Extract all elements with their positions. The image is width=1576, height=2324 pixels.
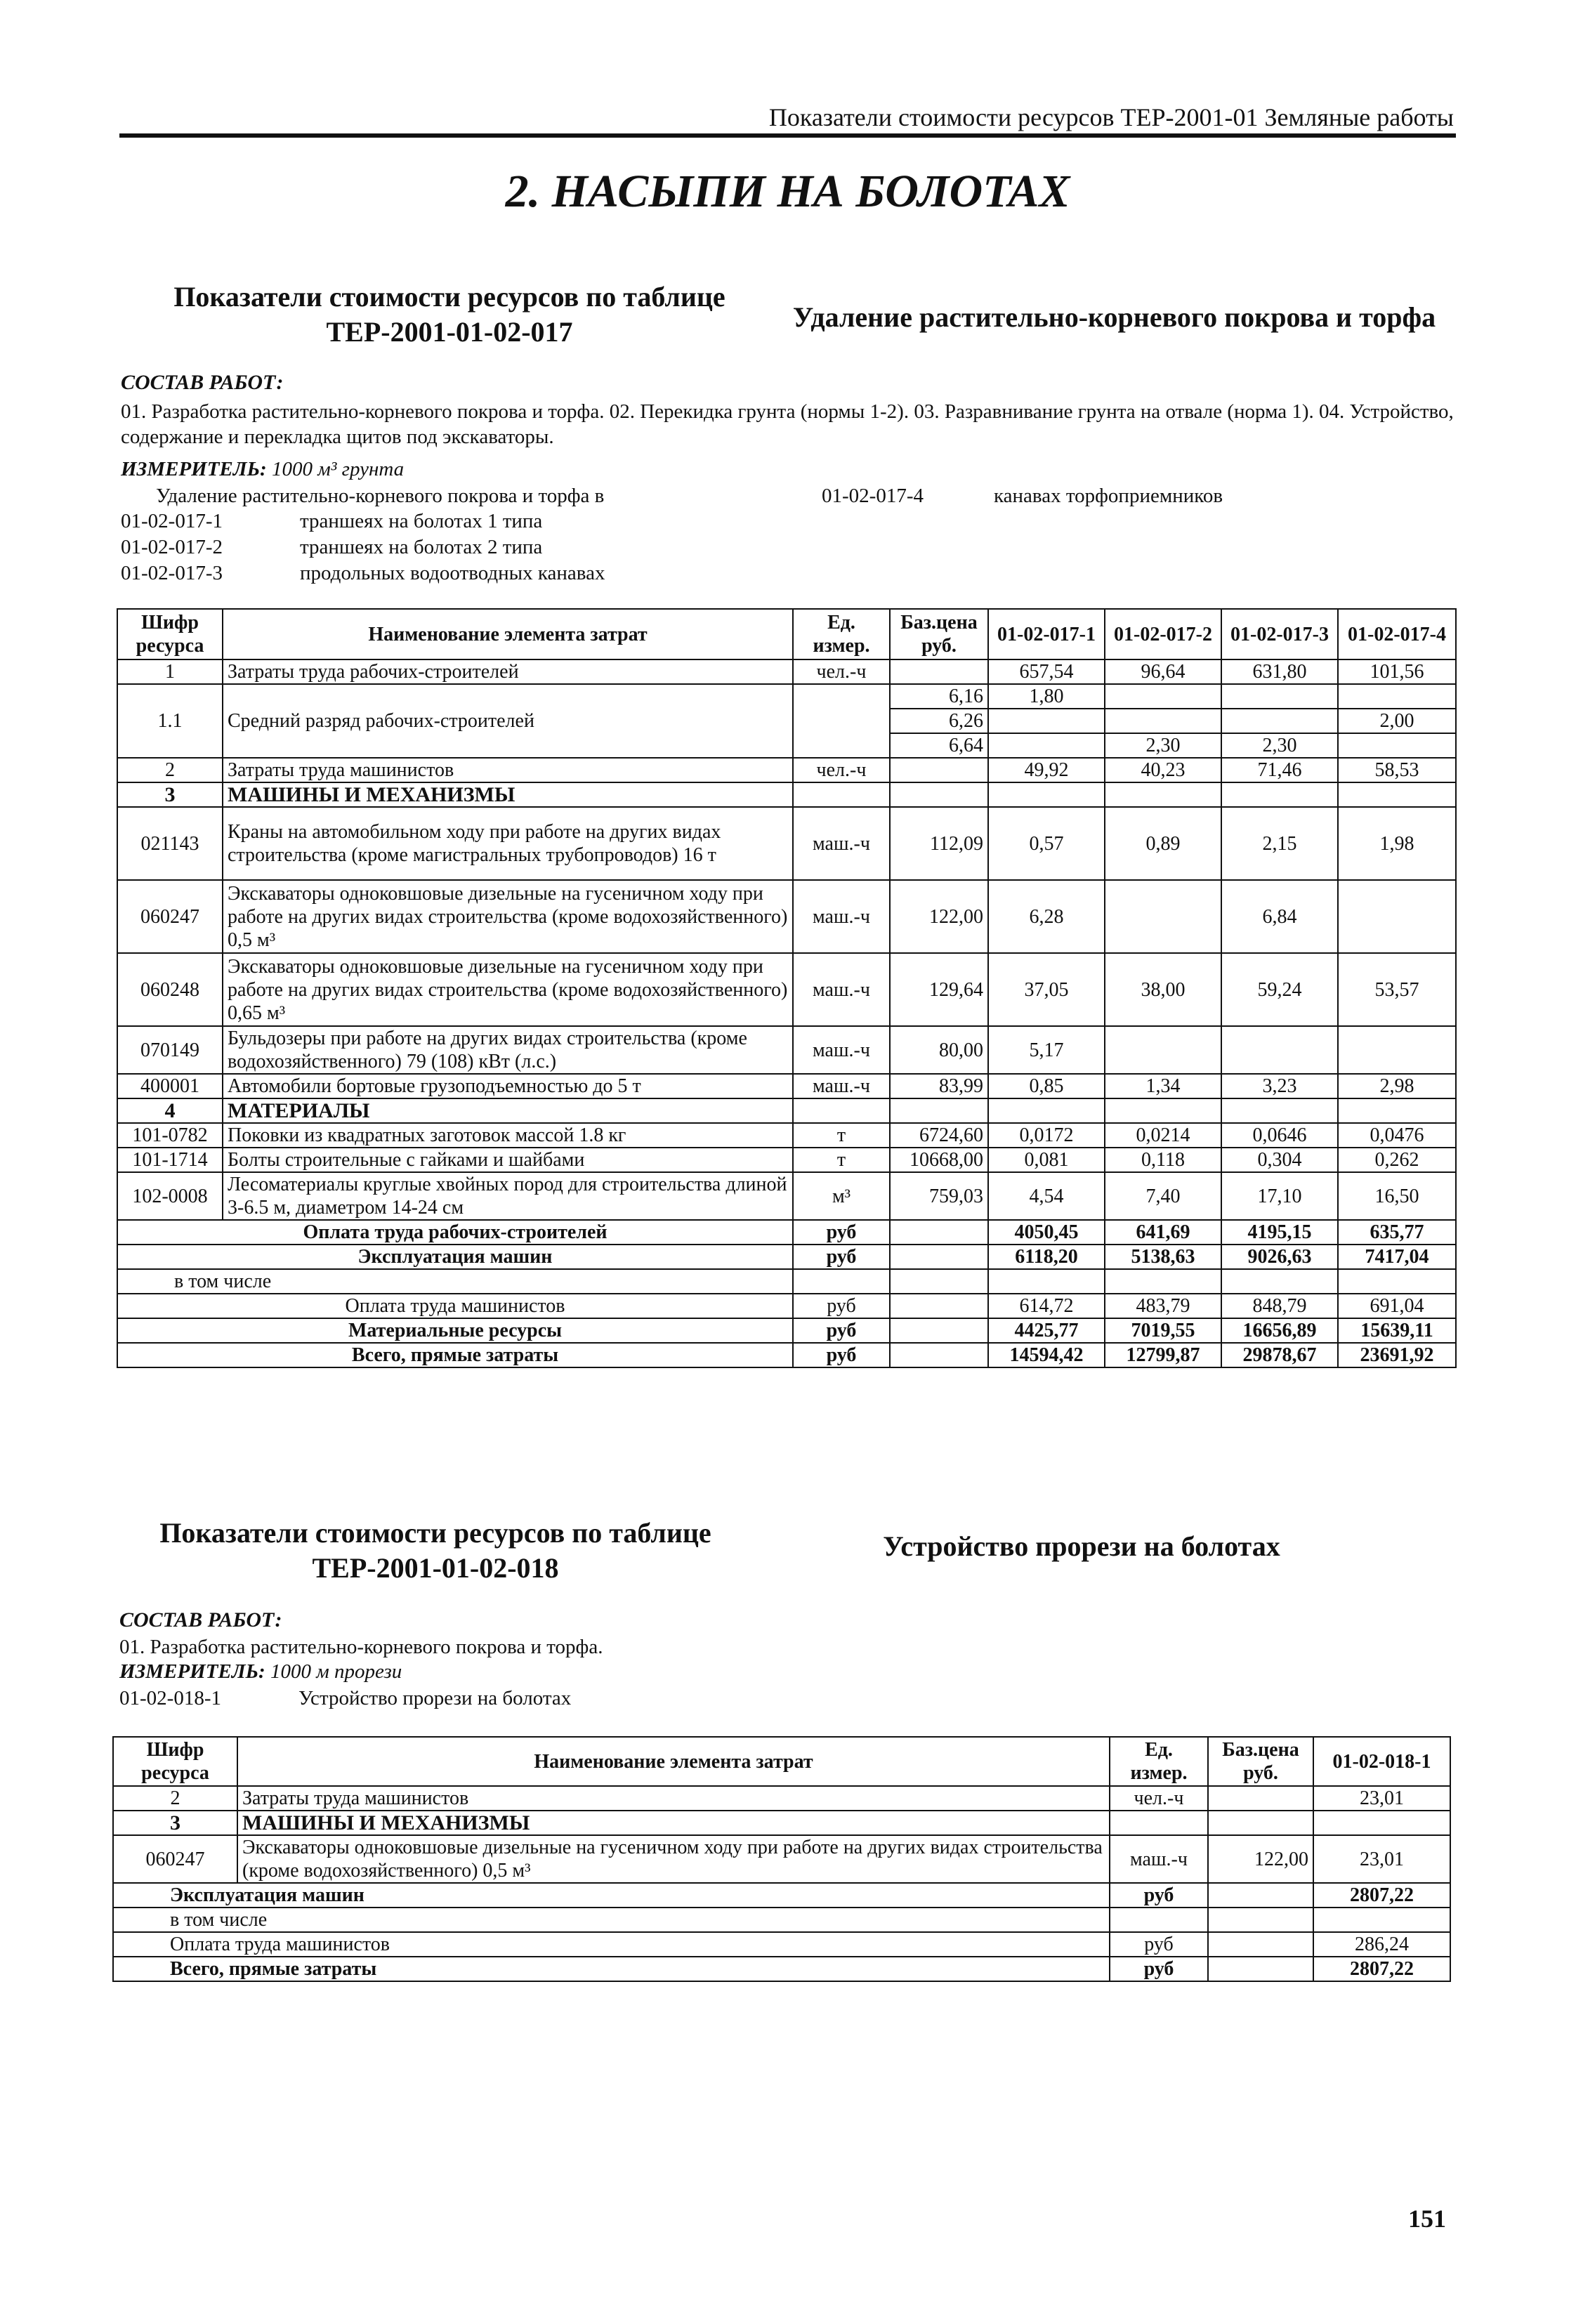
cell-unit: чел.-ч bbox=[1110, 1786, 1208, 1811]
cell-v1: 23,01 bbox=[1313, 1786, 1450, 1811]
cell-empty bbox=[1208, 1908, 1313, 1932]
cell-v4: 691,04 bbox=[1338, 1294, 1456, 1318]
code-desc: траншеях на болотах 2 типа bbox=[300, 536, 543, 558]
total-row bbox=[117, 1294, 1456, 1318]
cell-v1: 6118,20 bbox=[988, 1245, 1105, 1269]
total-row bbox=[113, 1932, 1450, 1957]
col-header-c1: 01-02-017-1 bbox=[988, 609, 1105, 659]
cell-unit: руб bbox=[1110, 1957, 1208, 1981]
code-018: 01-02-018-1 bbox=[119, 1687, 221, 1709]
code-list-item bbox=[121, 536, 753, 562]
izmeritel-018 bbox=[119, 1660, 402, 1683]
cell-unit: чел.-ч bbox=[793, 659, 890, 684]
total-label: Оплата труда машинистов bbox=[117, 1294, 793, 1318]
cell-v4: 53,57 bbox=[1338, 953, 1456, 1026]
cell-name: Экскаваторы одноковшовые дизельные на гусеничном ходу при работе на других видах строительства (кроме водохозяйственного) 0,65 м³ bbox=[223, 953, 793, 1026]
table-018-title-line2: ТЕР-2001-01-02-018 bbox=[312, 1552, 559, 1584]
col-header-shifr: Шифр ресурса bbox=[113, 1737, 237, 1786]
cell-empty bbox=[1208, 1957, 1313, 1981]
cell-empty bbox=[1110, 1908, 1208, 1932]
cell-v4: 58,53 bbox=[1338, 758, 1456, 782]
table-row bbox=[117, 659, 1456, 684]
cell-v4: 7417,04 bbox=[1338, 1245, 1456, 1269]
cell-empty bbox=[1221, 782, 1338, 807]
code-list bbox=[121, 510, 753, 588]
cell-v1: 49,92 bbox=[988, 758, 1105, 782]
total-label: в том числе bbox=[113, 1908, 1110, 1932]
total-label: Материальные ресурсы bbox=[117, 1318, 793, 1343]
cell-shifr: 101-0782 bbox=[117, 1123, 223, 1148]
cell-v1 bbox=[988, 709, 1105, 733]
cell-v3: 3,23 bbox=[1221, 1074, 1338, 1098]
section-row bbox=[117, 1098, 1456, 1123]
cell-v1: 2807,22 bbox=[1313, 1883, 1450, 1908]
table-row bbox=[117, 880, 1456, 953]
table-row bbox=[117, 1172, 1456, 1220]
total-label: Оплата труда машинистов bbox=[113, 1932, 1110, 1957]
sostav-label: СОСТАВ РАБОТ: bbox=[121, 371, 284, 394]
cell-shifr: 060248 bbox=[117, 953, 223, 1026]
cell-shifr: 070149 bbox=[117, 1026, 223, 1074]
cell-v3: 29878,67 bbox=[1221, 1343, 1338, 1367]
cell-v4: 101,56 bbox=[1338, 659, 1456, 684]
cell-v1: 14594,42 bbox=[988, 1343, 1105, 1367]
cell-empty bbox=[890, 1318, 988, 1343]
cell-unit: руб bbox=[793, 1245, 890, 1269]
cell-unit: руб bbox=[793, 1318, 890, 1343]
cell-v1: 0,85 bbox=[988, 1074, 1105, 1098]
cell-shifr: 060247 bbox=[113, 1835, 237, 1883]
cell-v3: 17,10 bbox=[1221, 1172, 1338, 1220]
section-heading: МАШИНЫ И МЕХАНИЗМЫ bbox=[223, 782, 793, 807]
cell-unit: руб bbox=[793, 1294, 890, 1318]
cell-v2: 0,0214 bbox=[1105, 1123, 1221, 1148]
cell-unit: руб bbox=[793, 1343, 890, 1367]
cell-v3: 2,15 bbox=[1221, 807, 1338, 880]
cell-v3 bbox=[1221, 1026, 1338, 1074]
cell-shifr: 400001 bbox=[117, 1074, 223, 1098]
col-header-c1: 01-02-018-1 bbox=[1313, 1737, 1450, 1786]
cell-v4: 0,0476 bbox=[1338, 1123, 1456, 1148]
cell-price bbox=[890, 659, 988, 684]
cell-v1: 6,28 bbox=[988, 880, 1105, 953]
cell-v3 bbox=[1221, 709, 1338, 733]
cell-v3: 4195,15 bbox=[1221, 1220, 1338, 1245]
total-label: Эксплуатация машин bbox=[113, 1883, 1110, 1908]
cell-v2: 641,69 bbox=[1105, 1220, 1221, 1245]
cell-v2: 12799,87 bbox=[1105, 1343, 1221, 1367]
cell-v4 bbox=[1338, 684, 1456, 709]
intro-text: Удаление растительно-корневого покрова и торфа в bbox=[156, 485, 605, 507]
table-header-row bbox=[117, 609, 1456, 659]
cell-empty bbox=[890, 782, 988, 807]
cell-v3: 631,80 bbox=[1221, 659, 1338, 684]
table-row bbox=[117, 684, 1456, 709]
table-row bbox=[117, 1026, 1456, 1074]
table-row bbox=[117, 953, 1456, 1026]
total-row bbox=[117, 1343, 1456, 1367]
cell-v1: 1,80 bbox=[988, 684, 1105, 709]
cell-v4: 0,262 bbox=[1338, 1148, 1456, 1172]
cell-v4: 16,50 bbox=[1338, 1172, 1456, 1220]
total-row bbox=[113, 1957, 1450, 1981]
cell-name: Бульдозеры при работе на других видах строительства (кроме водохозяйственного) 79 (108) кВт (л.с.) bbox=[223, 1026, 793, 1074]
cell-v1: 0,57 bbox=[988, 807, 1105, 880]
cell-v2: 7,40 bbox=[1105, 1172, 1221, 1220]
col-header-price: Баз.цена руб. bbox=[1208, 1737, 1313, 1786]
cell-unit: маш.-ч bbox=[1110, 1835, 1208, 1883]
cell-name: Автомобили бортовые грузоподъемностью до 5 т bbox=[223, 1074, 793, 1098]
cell-shifr: 3 bbox=[117, 782, 223, 807]
cell-v2: 483,79 bbox=[1105, 1294, 1221, 1318]
cell-v3: 2,30 bbox=[1221, 733, 1338, 758]
cell-empty bbox=[1105, 1269, 1221, 1294]
cell-shifr: 060247 bbox=[117, 880, 223, 953]
code-desc: траншеях на болотах 1 типа bbox=[300, 510, 543, 532]
code-id: 01-02-017-1 bbox=[121, 510, 223, 532]
cell-empty bbox=[1208, 1932, 1313, 1957]
table-017-title-line2: ТЕР-2001-01-02-017 bbox=[326, 316, 573, 348]
cell-v1: 657,54 bbox=[988, 659, 1105, 684]
cell-empty bbox=[1221, 1269, 1338, 1294]
cell-v1: 286,24 bbox=[1313, 1932, 1450, 1957]
table-017-title bbox=[119, 280, 780, 350]
cell-unit: руб bbox=[793, 1220, 890, 1245]
izmeritel bbox=[121, 458, 404, 481]
cell-v1: 4,54 bbox=[988, 1172, 1105, 1220]
cell-shifr: 4 bbox=[117, 1098, 223, 1123]
cell-v1: 2807,22 bbox=[1313, 1957, 1450, 1981]
cell-v2: 2,30 bbox=[1105, 733, 1221, 758]
total-row bbox=[117, 1245, 1456, 1269]
total-label: Эксплуатация машин bbox=[117, 1245, 793, 1269]
section-row bbox=[113, 1811, 1450, 1835]
cell-v4: 635,77 bbox=[1338, 1220, 1456, 1245]
cell-v3: 71,46 bbox=[1221, 758, 1338, 782]
table-018-title bbox=[119, 1516, 751, 1586]
col-header-shifr: Шифр ресурса bbox=[117, 609, 223, 659]
cell-v1: 5,17 bbox=[988, 1026, 1105, 1074]
cell-empty bbox=[1110, 1811, 1208, 1835]
cell-v2: 96,64 bbox=[1105, 659, 1221, 684]
section-heading: МАШИНЫ И МЕХАНИЗМЫ bbox=[237, 1811, 1110, 1835]
table-018-description: Устройство прорези на болотах bbox=[883, 1530, 1280, 1562]
resource-table-017 bbox=[117, 608, 1457, 1368]
cell-v3: 0,304 bbox=[1221, 1148, 1338, 1172]
code-018-desc: Устройство прорези на болотах bbox=[298, 1687, 572, 1709]
cell-price bbox=[890, 758, 988, 782]
cell-v1: 37,05 bbox=[988, 953, 1105, 1026]
cell-name: Лесоматериалы круглые хвойных пород для строительства длиной 3-6.5 м, диаметром 14-24 см bbox=[223, 1172, 793, 1220]
cell-empty bbox=[890, 1220, 988, 1245]
cell-empty bbox=[793, 782, 890, 807]
cell-v2: 5138,63 bbox=[1105, 1245, 1221, 1269]
total-label: Всего, прямые затраты bbox=[117, 1343, 793, 1367]
cell-v2 bbox=[1105, 684, 1221, 709]
cell-unit: руб bbox=[1110, 1932, 1208, 1957]
table-017-title-line1: Показатели стоимости ресурсов по таблице bbox=[173, 281, 725, 313]
total-label: Всего, прямые затраты bbox=[113, 1957, 1110, 1981]
izmeritel-label: ИЗМЕРИТЕЛЬ: bbox=[119, 1660, 265, 1683]
cell-name: Затраты труда рабочих-строителей bbox=[223, 659, 793, 684]
cell-v4: 15639,11 bbox=[1338, 1318, 1456, 1343]
cell-v2: 7019,55 bbox=[1105, 1318, 1221, 1343]
cell-empty bbox=[890, 1245, 988, 1269]
cell-v4 bbox=[1338, 880, 1456, 953]
cell-v2: 1,34 bbox=[1105, 1074, 1221, 1098]
section-title: 2. НАСЫПИ НА БОЛОТАХ bbox=[505, 166, 1070, 217]
header-rule bbox=[119, 133, 1456, 138]
cell-price: 6,26 bbox=[890, 709, 988, 733]
cell-empty bbox=[1338, 782, 1456, 807]
cell-empty bbox=[1105, 1098, 1221, 1123]
table-018-title-line1: Показатели стоимости ресурсов по таблице bbox=[159, 1517, 711, 1549]
izmeritel-value: 1000 м прорези bbox=[270, 1660, 402, 1683]
table-row bbox=[117, 1148, 1456, 1172]
cell-v3: 6,84 bbox=[1221, 880, 1338, 953]
cell-shifr: 021143 bbox=[117, 807, 223, 880]
total-row bbox=[113, 1883, 1450, 1908]
cell-v2: 0,118 bbox=[1105, 1148, 1221, 1172]
cell-empty bbox=[1208, 1811, 1313, 1835]
cell-v1: 614,72 bbox=[988, 1294, 1105, 1318]
total-label: в том числе bbox=[117, 1269, 793, 1294]
code-id: 01-02-017-3 bbox=[121, 562, 223, 584]
cell-unit: маш.-ч bbox=[793, 880, 890, 953]
cell-v3: 59,24 bbox=[1221, 953, 1338, 1026]
cell-v2 bbox=[1105, 880, 1221, 953]
cell-empty bbox=[988, 782, 1105, 807]
sostav-text: 01. Разработка растительно-корневого покрова и торфа. 02. Перекидка грунта (нормы 1-2). 03. Разравнивание грунта на отвале (норма 1). 04. Устройство, содержание и перекладка щитов под экскаваторы. bbox=[121, 400, 1454, 448]
cell-v3: 0,0646 bbox=[1221, 1123, 1338, 1148]
cell-empty bbox=[1221, 1098, 1338, 1123]
total-row bbox=[117, 1269, 1456, 1294]
cell-v2 bbox=[1105, 709, 1221, 733]
cell-v2: 40,23 bbox=[1105, 758, 1221, 782]
col-header-c2: 01-02-017-2 bbox=[1105, 609, 1221, 659]
cell-empty bbox=[890, 1098, 988, 1123]
code-list-item bbox=[121, 562, 753, 588]
page-number: 151 bbox=[1408, 2205, 1446, 2233]
cell-shifr: 1 bbox=[117, 659, 223, 684]
cell-v4: 23691,92 bbox=[1338, 1343, 1456, 1367]
sostav-label-018: СОСТАВ РАБОТ: bbox=[119, 1608, 282, 1632]
cell-v4: 2,98 bbox=[1338, 1074, 1456, 1098]
cell-v2 bbox=[1105, 1026, 1221, 1074]
table-header-row bbox=[113, 1737, 1450, 1786]
section-heading: МАТЕРИАЛЫ bbox=[223, 1098, 793, 1123]
col-header-unit: Ед. измер. bbox=[1110, 1737, 1208, 1786]
cell-price bbox=[1208, 1786, 1313, 1811]
total-row bbox=[117, 1220, 1456, 1245]
table-row bbox=[117, 1074, 1456, 1098]
cell-empty bbox=[1313, 1908, 1450, 1932]
cell-name: Болты строительные с гайками и шайбами bbox=[223, 1148, 793, 1172]
cell-empty bbox=[1338, 1098, 1456, 1123]
cell-v1: 0,0172 bbox=[988, 1123, 1105, 1148]
cell-v1: 4050,45 bbox=[988, 1220, 1105, 1245]
cell-empty bbox=[1338, 1269, 1456, 1294]
code-list-item bbox=[121, 510, 753, 536]
sostav-text-018: 01. Разработка растительно-корневого покрова и торфа. bbox=[119, 1636, 603, 1658]
cell-shifr: 101-1714 bbox=[117, 1148, 223, 1172]
cell-shifr: 102-0008 bbox=[117, 1172, 223, 1220]
code-4-desc: канавах торфоприемников bbox=[994, 485, 1223, 507]
running-header: Показатели стоимости ресурсов ТЕР-2001-01 Земляные работы bbox=[768, 103, 1454, 131]
cell-v2: 38,00 bbox=[1105, 953, 1221, 1026]
col-header-name: Наименование элемента затрат bbox=[223, 609, 793, 659]
cell-v3: 848,79 bbox=[1221, 1294, 1338, 1318]
cell-unit: маш.-ч bbox=[793, 1026, 890, 1074]
cell-v4: 2,00 bbox=[1338, 709, 1456, 733]
code-desc: продольных водоотводных канавах bbox=[300, 562, 605, 584]
cell-empty bbox=[890, 1269, 988, 1294]
cell-unit: руб bbox=[1110, 1883, 1208, 1908]
cell-unit: чел.-ч bbox=[793, 758, 890, 782]
section-row bbox=[117, 782, 1456, 807]
cell-price: 6724,60 bbox=[890, 1123, 988, 1148]
cell-shifr: 3 bbox=[113, 1811, 237, 1835]
col-header-unit: Ед. измер. bbox=[793, 609, 890, 659]
cell-name: Экскаваторы одноковшовые дизельные на гусеничном ходу при работе на других видах строительства (кроме водохозяйственного) 0,5 м³ bbox=[223, 880, 793, 953]
cell-price: 122,00 bbox=[1208, 1835, 1313, 1883]
cell-empty bbox=[793, 1269, 890, 1294]
cell-empty bbox=[1313, 1811, 1450, 1835]
cell-empty bbox=[890, 1294, 988, 1318]
table-row bbox=[117, 807, 1456, 880]
total-row bbox=[113, 1908, 1450, 1932]
cell-v3: 16656,89 bbox=[1221, 1318, 1338, 1343]
col-header-c3: 01-02-017-3 bbox=[1221, 609, 1338, 659]
cell-name: Краны на автомобильном ходу при работе на других видах строительства (кроме магистральных трубопроводов) 16 т bbox=[223, 807, 793, 880]
cell-price: 10668,00 bbox=[890, 1148, 988, 1172]
izmeritel-label: ИЗМЕРИТЕЛЬ: bbox=[121, 458, 267, 480]
code-id: 01-02-017-2 bbox=[121, 536, 223, 558]
cell-name: Затраты труда машинистов bbox=[237, 1786, 1110, 1811]
cell-price: 759,03 bbox=[890, 1172, 988, 1220]
cell-v4 bbox=[1338, 1026, 1456, 1074]
cell-empty bbox=[890, 1343, 988, 1367]
cell-v1 bbox=[988, 733, 1105, 758]
cell-unit: т bbox=[793, 1123, 890, 1148]
cell-empty bbox=[1208, 1883, 1313, 1908]
cell-v3: 9026,63 bbox=[1221, 1245, 1338, 1269]
izmeritel-value: 1000 м³ грунта bbox=[271, 458, 405, 480]
cell-price: 122,00 bbox=[890, 880, 988, 953]
cell-name: Экскаваторы одноковшовые дизельные на гусеничном ходу при работе на других видах строительства (кроме водохозяйственного) 0,5 м³ bbox=[237, 1835, 1110, 1883]
cell-shifr: 1.1 bbox=[117, 684, 223, 758]
cell-price: 6,16 bbox=[890, 684, 988, 709]
col-header-c4: 01-02-017-4 bbox=[1338, 609, 1456, 659]
cell-name: Средний разряд рабочих-строителей bbox=[223, 684, 793, 758]
table-row bbox=[113, 1786, 1450, 1811]
cell-v2: 0,89 bbox=[1105, 807, 1221, 880]
cell-v4: 1,98 bbox=[1338, 807, 1456, 880]
cell-shifr: 2 bbox=[113, 1786, 237, 1811]
cell-empty bbox=[988, 1098, 1105, 1123]
cell-empty bbox=[793, 1098, 890, 1123]
cell-v1: 0,081 bbox=[988, 1148, 1105, 1172]
cell-price: 83,99 bbox=[890, 1074, 988, 1098]
resource-table-018 bbox=[112, 1736, 1451, 1982]
cell-empty bbox=[1105, 782, 1221, 807]
cell-price: 80,00 bbox=[890, 1026, 988, 1074]
cell-price: 6,64 bbox=[890, 733, 988, 758]
table-row bbox=[117, 758, 1456, 782]
cell-v4 bbox=[1338, 733, 1456, 758]
table-row bbox=[113, 1835, 1450, 1883]
cell-empty bbox=[988, 1269, 1105, 1294]
code-4: 01-02-017-4 bbox=[822, 485, 924, 507]
cell-unit: маш.-ч bbox=[793, 953, 890, 1026]
col-header-price: Баз.цена руб. bbox=[890, 609, 988, 659]
cell-unit: м³ bbox=[793, 1172, 890, 1220]
cell-v1: 4425,77 bbox=[988, 1318, 1105, 1343]
cell-unit: маш.-ч bbox=[793, 1074, 890, 1098]
cell-price: 112,09 bbox=[890, 807, 988, 880]
table-017-description: Удаление растительно-корневого покрова и торфа bbox=[792, 301, 1436, 333]
table-row bbox=[117, 1123, 1456, 1148]
cell-price: 129,64 bbox=[890, 953, 988, 1026]
cell-unit: маш.-ч bbox=[793, 807, 890, 880]
cell-unit: т bbox=[793, 1148, 890, 1172]
cell-unit bbox=[793, 684, 890, 758]
cell-shifr: 2 bbox=[117, 758, 223, 782]
total-row bbox=[117, 1318, 1456, 1343]
cell-name: Затраты труда машинистов bbox=[223, 758, 793, 782]
cell-v1: 23,01 bbox=[1313, 1835, 1450, 1883]
col-header-name: Наименование элемента затрат bbox=[237, 1737, 1110, 1786]
cell-name: Поковки из квадратных заготовок массой 1.8 кг bbox=[223, 1123, 793, 1148]
total-label: Оплата труда рабочих-строителей bbox=[117, 1220, 793, 1245]
cell-v3 bbox=[1221, 684, 1338, 709]
